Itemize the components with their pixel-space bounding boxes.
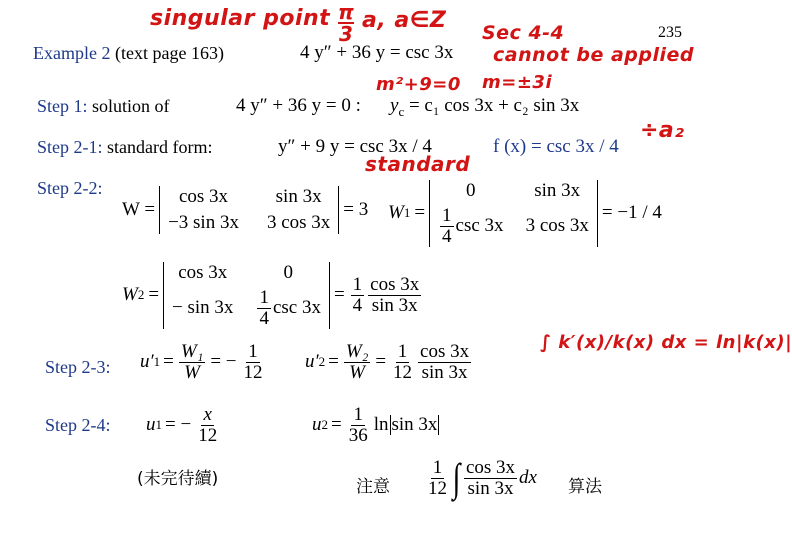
W2-sub: 2	[137, 287, 145, 303]
integral-integrand-num: cos 3x	[465, 457, 516, 478]
u1-prime-mid: = −	[210, 351, 237, 373]
W2-frac-den: 4	[259, 307, 269, 329]
W2-eq: =	[148, 284, 160, 306]
u1-frac-den: 12	[198, 424, 218, 446]
step1-text: solution of	[92, 96, 170, 116]
u2-frac-num: 1	[353, 404, 363, 425]
W1-cell-21-frac	[440, 206, 454, 247]
step1-line	[37, 96, 170, 117]
W1-cell-11: 0	[466, 180, 476, 201]
u2-symbol: u	[312, 414, 322, 436]
W1-cell-21	[438, 206, 504, 247]
W1-eq: =	[414, 202, 426, 224]
W-cell-12: sin 3x	[275, 186, 322, 207]
u1-symbol: u	[146, 414, 156, 436]
example-equation: 4 y″ + 36 y = csc 3x	[300, 42, 454, 63]
integral-coef-den: 12	[428, 477, 447, 499]
step1-yc	[390, 95, 579, 120]
wronskian-W2	[122, 262, 423, 329]
W1-frac-num: 1	[442, 205, 452, 226]
u1-frac-num: x	[203, 404, 212, 425]
W2-frac-num: 1	[259, 287, 269, 308]
W2-frac-tail: csc 3x	[272, 297, 321, 319]
algorithm-note: 算法	[568, 477, 602, 497]
page-number: 235	[658, 24, 682, 41]
u1-prime-sub: 1	[153, 354, 161, 370]
W1-symbol: W	[388, 202, 404, 224]
u2-prime-frac-den: W	[349, 361, 365, 383]
u2-abs-right	[438, 415, 439, 435]
W2-value-frac2	[368, 275, 421, 316]
u1-prime-frac-num: W₁	[180, 341, 204, 362]
step23-u2	[305, 342, 473, 383]
W2-value-frac1	[351, 275, 365, 316]
annotation-pi-den: 3	[338, 22, 354, 46]
W-cell-22: 3 cos 3x	[266, 212, 331, 233]
u1-sub: 1	[155, 417, 162, 433]
step1-yc-sub: c	[398, 103, 405, 119]
step21-label: Step 2-1:	[37, 137, 103, 157]
integral-coef	[426, 458, 449, 499]
step23-label: Step 2-3:	[45, 357, 111, 377]
step24-label: Step 2-4:	[45, 415, 111, 435]
u2-prime-frac	[344, 342, 370, 383]
integral-integrand	[464, 458, 517, 499]
step21-fx: f (x) = csc 3x / 4	[493, 136, 619, 157]
wronskian-W	[122, 186, 368, 234]
annotation-singular-point: singular point	[150, 6, 331, 31]
u2-prime-value2	[418, 342, 471, 383]
u2-prime-value1-num: 1	[397, 341, 408, 362]
attention-note: 注意	[356, 477, 390, 497]
W-determinant	[159, 186, 339, 234]
step1-label: Step 1:	[37, 96, 88, 116]
wronskian-W1	[388, 180, 662, 247]
u2-frac	[347, 405, 370, 446]
step22-label: Step 2-2:	[37, 178, 103, 198]
u2-prime-mid: =	[375, 351, 387, 373]
W1-value: = −1 / 4	[601, 202, 662, 224]
step21-text: standard form:	[107, 137, 213, 157]
u1-prime-symbol: u′	[140, 351, 154, 373]
W1-frac-tail: csc 3x	[455, 215, 504, 237]
u1-prime-frac	[179, 342, 205, 383]
u2-frac-den: 36	[348, 424, 368, 446]
annotation-pi-num: π	[338, 0, 355, 24]
W1-sub: 1	[403, 205, 411, 221]
u2-prime-frac-num: W₂	[345, 341, 369, 362]
u2-sub: 2	[321, 417, 328, 433]
W2-cell-21: − sin 3x	[172, 297, 234, 319]
annotation-roots: m=±3i	[482, 72, 553, 93]
example-source: (text page 163)	[114, 43, 224, 63]
u2-abs-content: sin 3x	[391, 414, 438, 436]
step1-yc-symbol: y	[390, 95, 399, 116]
step24-u2	[312, 405, 440, 446]
W2-symbol: W	[122, 284, 138, 306]
example-label: Example 2	[33, 43, 111, 63]
u2-prime-value1-den: 12	[393, 361, 413, 383]
annotation-sec: Sec 4-4	[482, 22, 565, 44]
u1-prime-eq: =	[163, 351, 174, 373]
annotation-standard: standard	[365, 152, 471, 176]
W-cell-11: cos 3x	[178, 186, 229, 207]
W1-cell-12: sin 3x	[534, 180, 581, 201]
integral-sign-icon: ∫	[452, 455, 461, 501]
u2-abs-left	[390, 415, 391, 435]
annotation-pi-fraction	[338, 2, 354, 44]
step21-line	[37, 137, 212, 158]
W2-value-frac2-num: cos 3x	[370, 274, 420, 295]
u2-prime-eq: =	[328, 351, 339, 373]
u2-prime-sub: 2	[318, 354, 326, 370]
u1-prime-value-num: 1	[248, 341, 258, 362]
step21-equation: y″ + 9 y = csc 3x / 4	[278, 136, 432, 157]
W2-value-frac2-den: sin 3x	[371, 294, 418, 316]
W-value: = 3	[343, 199, 369, 220]
u2-ln: ln	[373, 414, 389, 436]
example-heading	[33, 43, 224, 64]
integral-expression	[424, 455, 537, 501]
W-cell-21: −3 sin 3x	[168, 212, 239, 233]
W-symbol: W =	[122, 199, 156, 220]
u1-prime-value	[242, 342, 265, 383]
integral-coef-num: 1	[432, 457, 443, 478]
W2-value-eq: =	[333, 284, 345, 306]
W2-value-frac1-num: 1	[352, 274, 363, 295]
u2-prime-value2-den: sin 3x	[421, 361, 468, 383]
W2-cell-22-frac	[257, 288, 271, 329]
W2-cell-11: cos 3x	[178, 262, 228, 283]
annotation-a-in-z: a, a∈Z	[362, 8, 447, 33]
annotation-integral-rule: ∫ k′(x)/k(x) dx = ln|k(x)|	[540, 332, 792, 353]
W2-determinant	[163, 262, 330, 329]
W2-cell-12: 0	[283, 262, 293, 283]
u1-frac	[196, 405, 219, 446]
step1-equation: 4 y″ + 36 y = 0 :	[236, 95, 361, 116]
step1-yc-rhs: = c₁ cos 3x + c₂ sin 3x	[408, 95, 580, 116]
W1-determinant	[429, 180, 598, 247]
annotation-cannot-be-applied: cannot be applied	[493, 44, 695, 66]
u1-prime-value-den: 12	[243, 361, 263, 383]
u2-eq: =	[331, 414, 342, 436]
u1-prime-frac-den: W	[184, 361, 200, 383]
u1-eq: = −	[165, 414, 192, 436]
W2-value-frac1-den: 4	[352, 294, 363, 316]
u2-prime-value1	[391, 342, 414, 383]
integral-integrand-den: sin 3x	[467, 477, 514, 499]
W1-cell-22: 3 cos 3x	[525, 215, 589, 237]
annotation-divide-a2: ÷a₂	[640, 118, 685, 143]
u2-prime-symbol: u′	[305, 351, 319, 373]
unfinished-note: (未完待續)	[137, 469, 219, 489]
step23-u1	[140, 342, 267, 383]
u2-prime-value2-num: cos 3x	[420, 341, 470, 362]
W2-cell-22	[255, 288, 321, 329]
integral-dx: dx	[519, 467, 537, 489]
annotation-characteristic-eq: m²+9=0	[376, 74, 461, 95]
W1-frac-den: 4	[442, 225, 452, 247]
step24-u1	[146, 405, 221, 446]
